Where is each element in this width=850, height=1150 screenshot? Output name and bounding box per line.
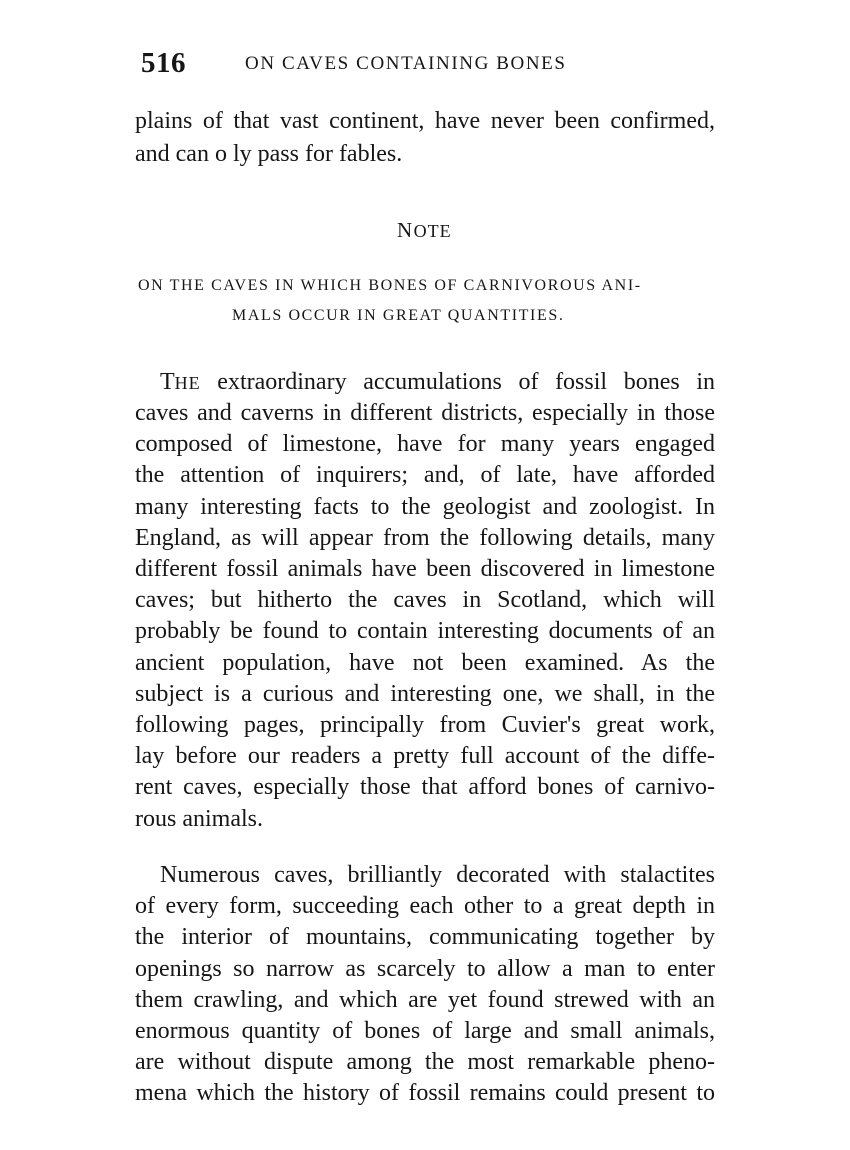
running-title: ON CAVES CONTAINING BONES: [245, 53, 567, 74]
note-heading-initial: N: [397, 218, 414, 242]
paragraph-1-line: many interesting facts to the geologist and zoologist. In: [135, 493, 715, 520]
paragraph-1-line: lay before our readers a pretty full account of the diffe-: [135, 743, 715, 770]
paragraph-2-line: openings so narrow as scarcely to allow a man to enter: [135, 955, 715, 982]
paragraph-1-line: ancient population, have not been examined. As the: [135, 649, 715, 676]
paragraph-1-line: composed of limestone, have for many years engaged: [135, 431, 715, 458]
paragraph-1-line: caves; but hitherto the caves in Scotland, which will: [135, 587, 715, 614]
paragraph-1-line: rent caves, especially those that afford bones of carnivo-: [135, 774, 715, 801]
paragraph-2-line: of every form, succeeding each other to a great depth in: [135, 893, 715, 920]
note-heading-rest: OTE: [413, 221, 452, 241]
paragraph-1-line: rous animals.: [135, 805, 263, 832]
paragraph-1-first-line-rest: extraordinary accumulations of fossil bones in: [200, 369, 715, 395]
paragraph-1-line: caves and caverns in different districts, especially in those: [135, 400, 715, 426]
page-number: 516: [141, 47, 186, 79]
paragraph-1-line: England, as will appear from the following details, many: [135, 524, 715, 551]
paragraph-2-line: enormous quantity of bones of large and small animals,: [135, 1018, 715, 1044]
note-subtitle-line: MALS OCCUR IN GREAT QUANTITIES.: [232, 307, 565, 324]
continuation-line: and can o ly pass for fables.: [135, 141, 403, 167]
paragraph-1-line: probably be found to contain interesting documents of an: [135, 618, 715, 645]
paragraph-2-line: the interior of mountains, communicating together by: [135, 924, 715, 951]
paragraph-2-line: mena which the history of fossil remains could present to: [135, 1080, 715, 1107]
paragraph-1-line: following pages, principally from Cuvier's great work,: [135, 712, 715, 738]
paragraph-1-line: subject is a curious and interesting one, we shall, in the: [135, 680, 715, 707]
running-head: [138, 44, 738, 84]
paragraph-1-line: the attention of inquirers; and, of late, have afforded: [135, 462, 715, 489]
paragraph-1-first-word: THE: [160, 369, 201, 395]
paragraph-2-line: are without dispute among the most remarkable pheno-: [135, 1049, 715, 1076]
note-subtitle-line: ON THE CAVES IN WHICH BONES OF CARNIVOROUS ANI-: [138, 277, 642, 294]
paragraph-2-line: Numerous caves, brilliantly decorated with stalactites: [160, 862, 715, 888]
note-heading: [397, 215, 452, 246]
paragraph-1-line: different fossil animals have been discovered in limestone: [135, 556, 715, 582]
paragraph-1-line: [160, 367, 715, 398]
continuation-line: plains of that vast continent, have never been confirmed,: [135, 108, 715, 134]
paragraph-2-line: them crawling, and which are yet found strewed with an: [135, 986, 715, 1013]
